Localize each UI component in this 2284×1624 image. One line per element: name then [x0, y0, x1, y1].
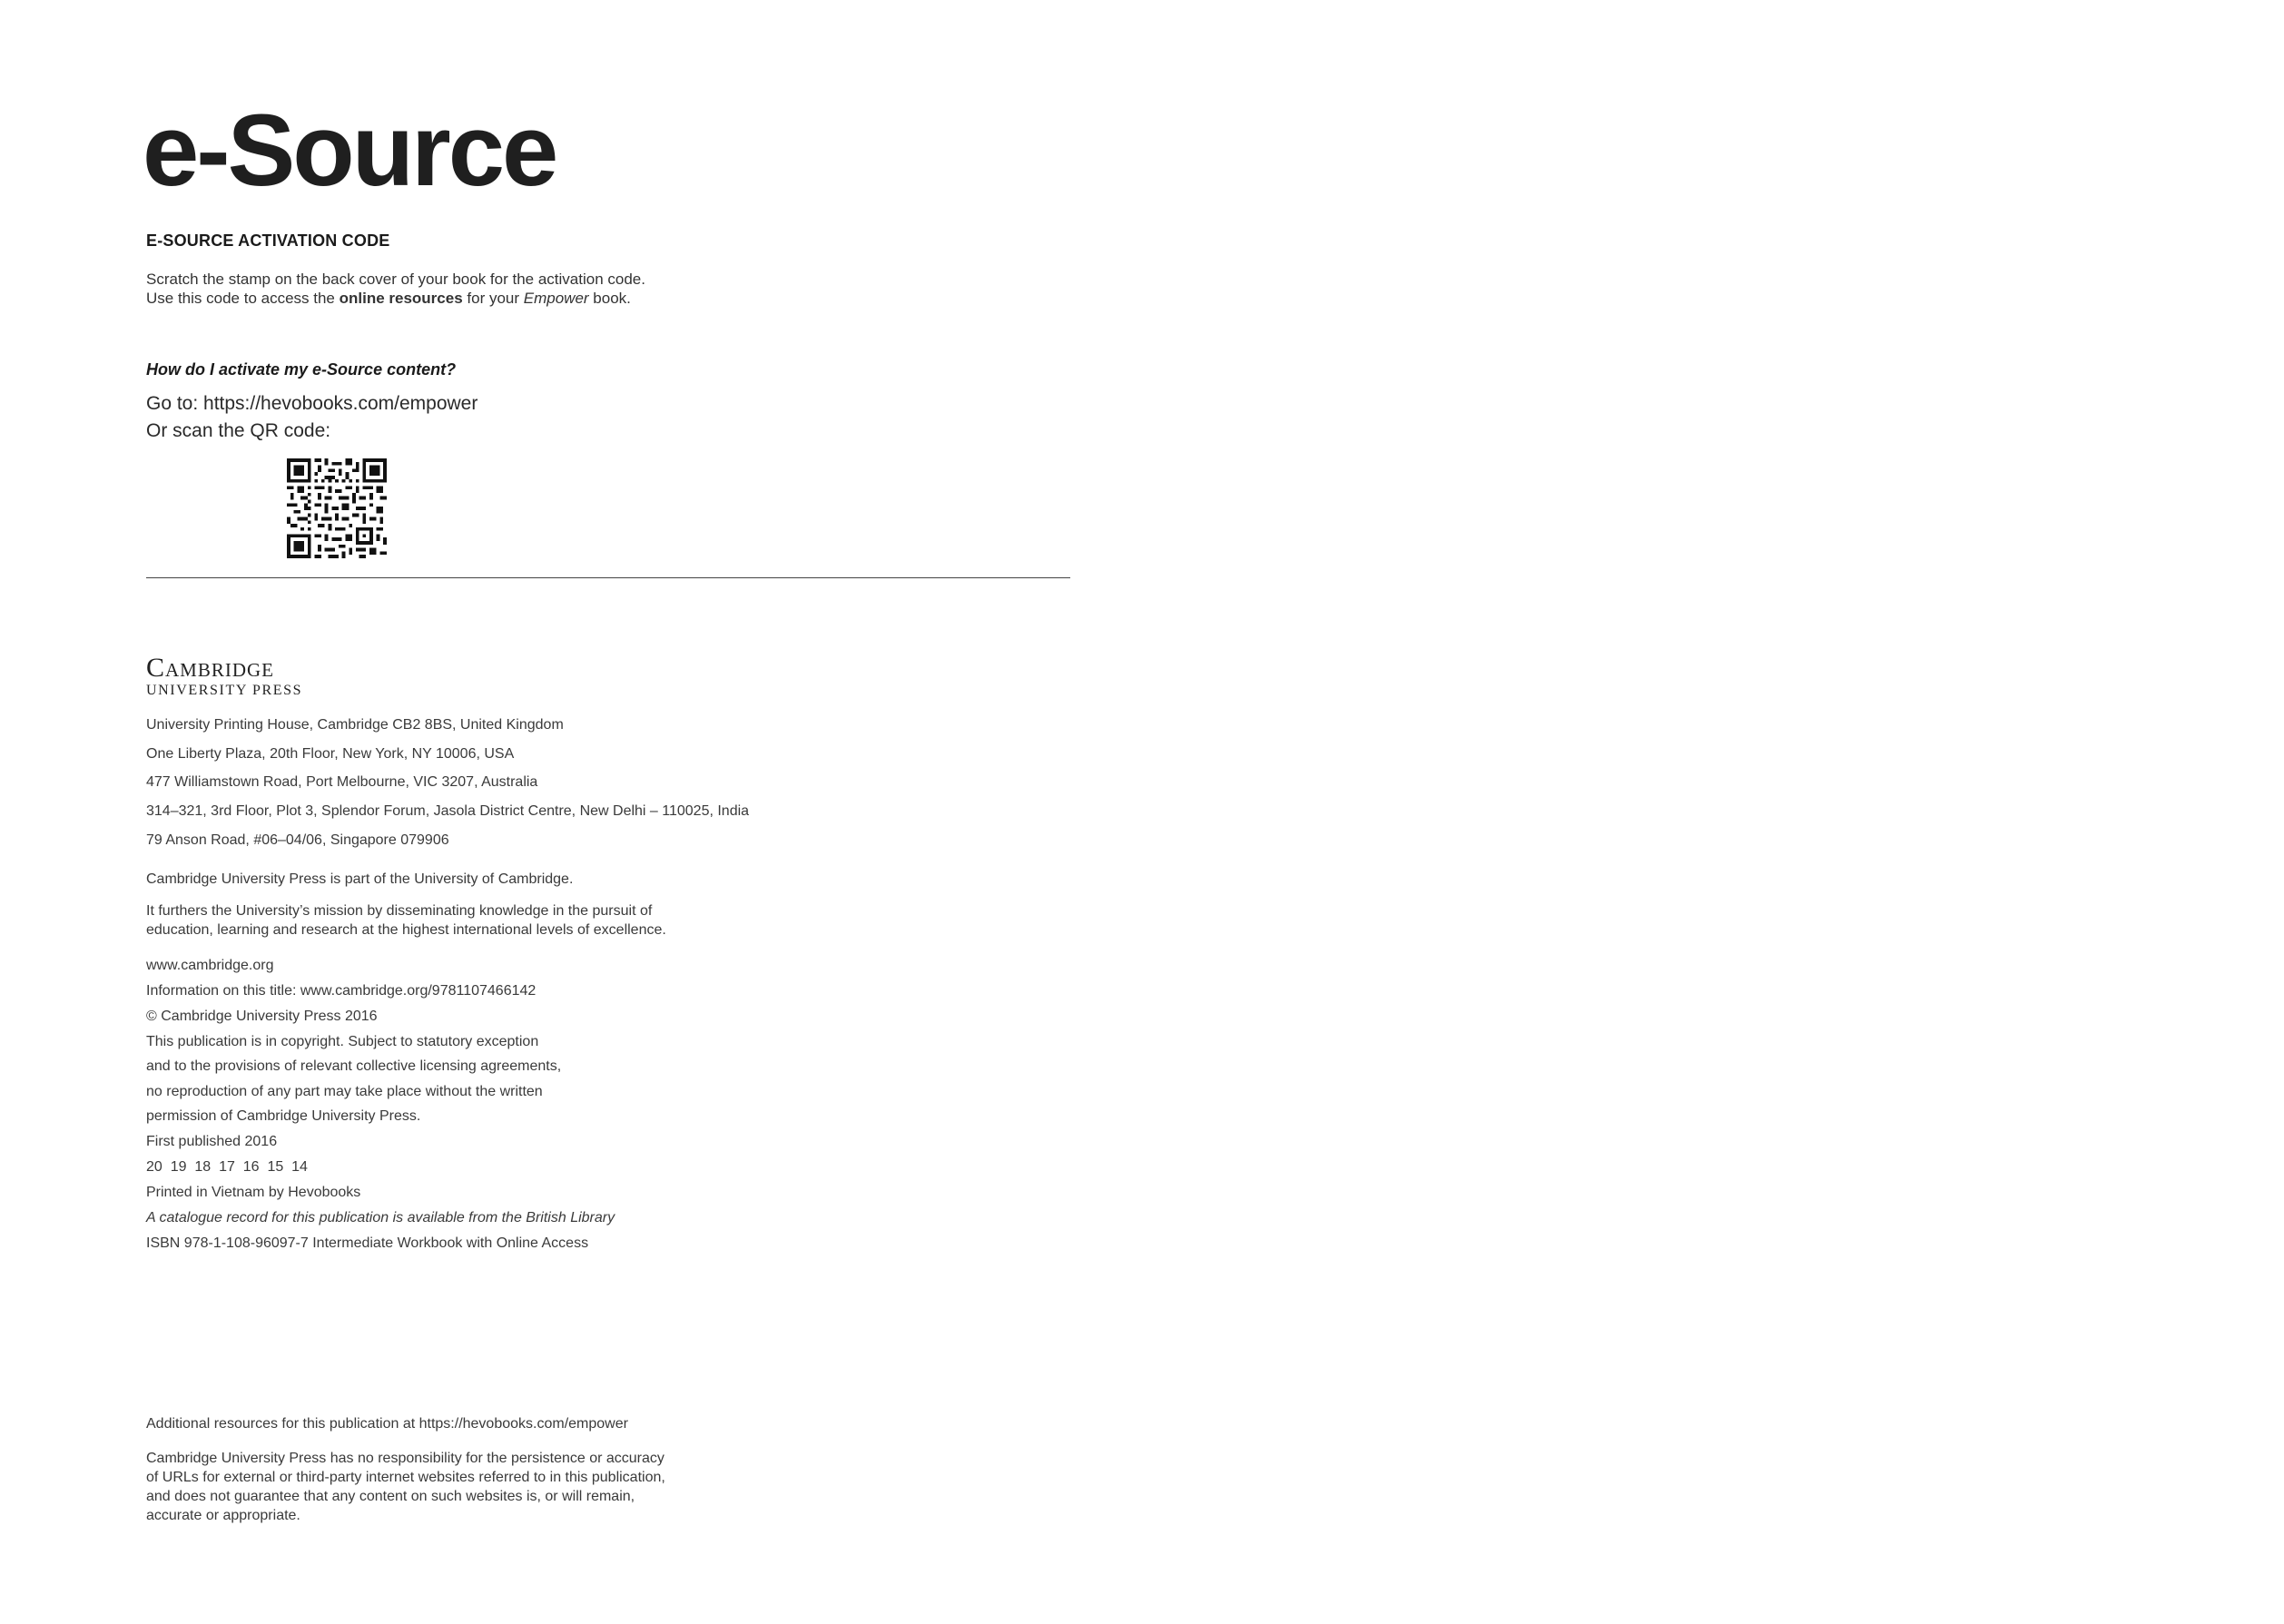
address-uk: University Printing House, Cambridge CB2 8BS, United Kingdom — [146, 717, 564, 733]
print-run: 20 19 18 17 16 15 14 — [146, 1159, 308, 1175]
catalogue-record: A catalogue record for this publication is available from the British Library — [146, 1210, 615, 1225]
logo-cambridge: Cambridge — [146, 653, 275, 683]
use-code-instruction: Use this code to access the online resources for your Empower book. — [146, 290, 631, 307]
copyright-notice-1: This publication is in copyright. Subject to statutory exception — [146, 1034, 539, 1049]
goto-link[interactable]: Go to: https://hevobooks.com/empower — [146, 393, 478, 414]
activation-instructions — [146, 270, 645, 308]
part-of-university: Cambridge University Press is part of the University of Cambridge. — [146, 871, 574, 887]
qr-code-icon[interactable] — [287, 458, 387, 558]
url-disclaimer: Cambridge University Press has no responsibility for the persistence or accuracy of URLs for external or third-party internet websites referred to in this publication, and does not guarantee that any content on such websites is, or will remain, accurate or appropriate. — [146, 1451, 665, 1523]
address-singapore: 79 Anson Road, #06–04/06, Singapore 079906 — [146, 832, 449, 848]
address-australia: 477 Williamstown Road, Port Melbourne, VIC 3207, Australia — [146, 774, 538, 790]
address-india: 314–321, 3rd Floor, Plot 3, Splendor Forum, Jasola District Centre, New Delhi – 110025, India — [146, 803, 750, 819]
address-usa: One Liberty Plaza, 20th Floor, New York, NY 10006, USA — [146, 746, 515, 762]
website-link[interactable]: www.cambridge.org — [146, 958, 274, 973]
additional-resources: Additional resources for this publication at https://hevobooks.com/empower — [146, 1416, 628, 1432]
section-divider — [146, 577, 1070, 578]
printed-in: Printed in Vietnam by Hevobooks — [146, 1185, 361, 1200]
empower-title: Empower — [523, 290, 589, 307]
activation-question: How do I activate my e-Source content? — [146, 360, 457, 379]
scratch-instruction: Scratch the stamp on the back cover of your book for the activation code. — [146, 271, 645, 288]
copyright-notice-2: and to the provisions of relevant collective licensing agreements, — [146, 1058, 562, 1074]
first-published: First published 2016 — [146, 1134, 278, 1149]
cambridge-university-press-logo — [146, 655, 302, 699]
scan-instruction: Or scan the QR code: — [146, 420, 331, 441]
copyright-notice-4: permission of Cambridge University Press. — [146, 1108, 421, 1124]
title-info: Information on this title: www.cambridge.org/9781107466142 — [146, 983, 537, 999]
isbn: ISBN 978-1-108-96097-7 Intermediate Workbook with Online Access — [146, 1235, 589, 1251]
logo-university-press: UNIVERSITY PRESS — [146, 683, 303, 698]
activation-code-heading: E-SOURCE ACTIVATION CODE — [146, 231, 390, 250]
mission-statement: It furthers the University’s mission by disseminating knowledge in the pursuit of education, learning and research at the highest international levels of excellence. — [146, 903, 666, 938]
online-resources-text: online resources — [339, 290, 463, 307]
copyright-notice-3: no reproduction of any part may take place without the written — [146, 1084, 543, 1099]
activation-steps — [146, 390, 477, 445]
esource-title: e-Source — [143, 94, 556, 207]
copyright: © Cambridge University Press 2016 — [146, 1009, 378, 1024]
